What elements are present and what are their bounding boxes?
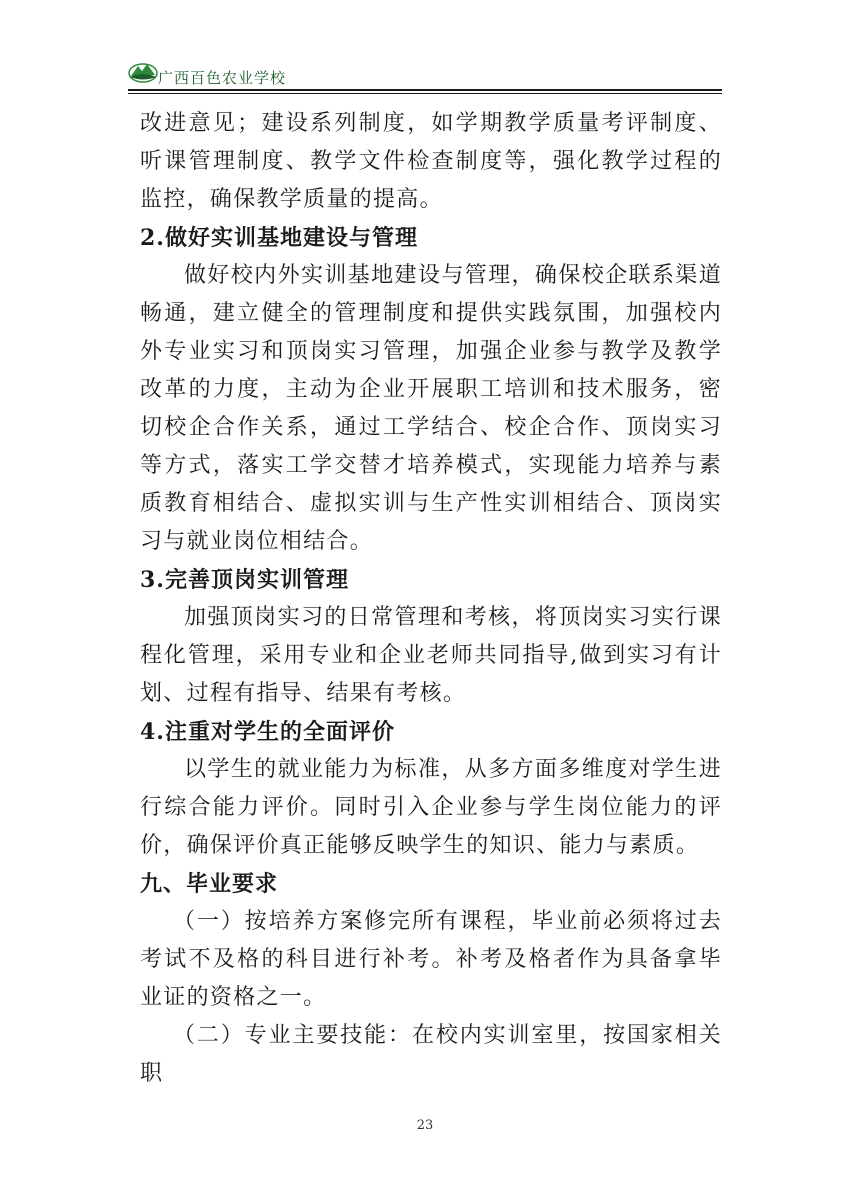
- section-heading-4: 4.注重对学生的全面评价: [140, 719, 395, 745]
- header-rule-thin: [128, 93, 722, 94]
- section-heading-graduation: 九、毕业要求: [140, 871, 279, 897]
- paragraph-training-base: 做好校内外实训基地建设与管理，确保校企联系渠道畅通，建立健全的管理制度和提供实践氛围，加强校内外专业实习和顶岗实习管理，加强企业参与教学及教学改革的力度，主动为企业开展职工培训和技术服务，密切校企合作关系，通过工学结合、校企合作、顶岗实习等方式，落实工学交替才培养模式，实现能力培养与素质教育相结合、虚拟实训与生产性实训相结合、顶岗实习与就业岗位相结合。: [140, 263, 722, 554]
- document-body: [140, 105, 722, 1093]
- school-name: 广西百色农业学校: [158, 69, 287, 87]
- paragraph-graduation-item-1: （一）按培养方案修完所有课程，毕业前必须将过去考试不及格的科目进行补考。补考及格者作为具备拿毕业证的资格之一。: [140, 909, 722, 1010]
- paragraph-student-evaluation: 以学生的就业能力为标准，从多方面多维度对学生进行综合能力评价。同时引入企业参与学生岗位能力的评价，确保评价真正能够反映学生的知识、能力与素质。: [140, 757, 722, 858]
- header-rule-thick: [128, 89, 722, 91]
- page-header: [128, 58, 722, 90]
- paragraph-continuation: 改进意见；建设系列制度，如学期教学质量考评制度、听课管理制度、教学文件检查制度等，强化教学过程的监控，确保教学质量的提高。: [140, 111, 722, 212]
- paragraph-graduation-item-2: （二）专业主要技能：在校内实训室里，按国家相关职: [140, 1023, 722, 1086]
- paragraph-internship-management: 加强顶岗实习的日常管理和考核，将顶岗实习实行课程化管理，采用专业和企业老师共同指导,做到实习有计划、过程有指导、结果有考核。: [140, 605, 722, 706]
- page-number: 23: [416, 1118, 434, 1133]
- section-heading-2: 2.做好实训基地建设与管理: [140, 225, 418, 251]
- section-heading-3: 3.完善顶岗实训管理: [140, 567, 349, 593]
